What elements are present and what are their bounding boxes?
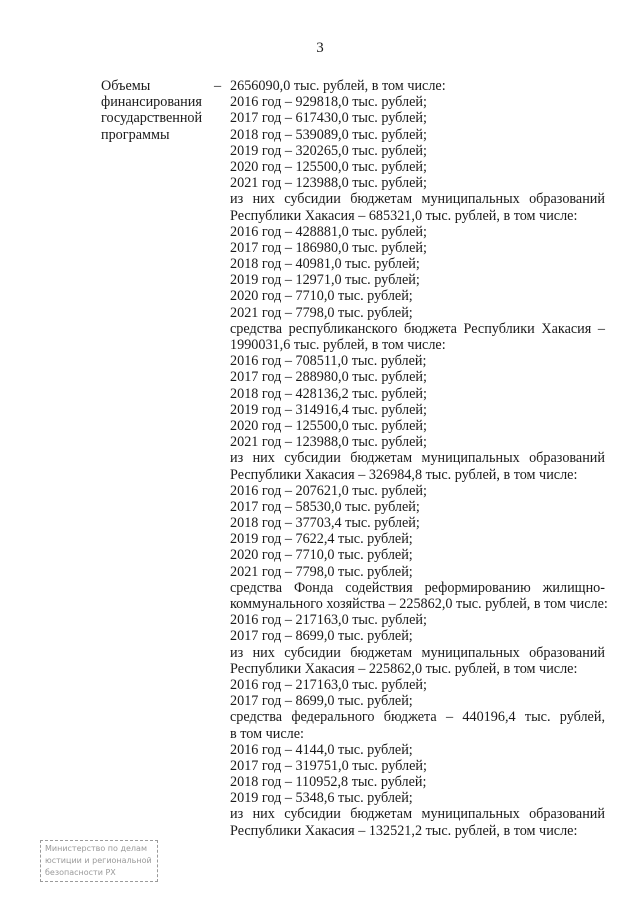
financing-line: 2020 год – 125500,0 тыс. рублей; — [230, 158, 427, 175]
financing-line: Республики Хакасия – 225862,0 тыс. рублей, в том числе: — [230, 660, 578, 677]
financing-line: средства Фонда содействия реформированию жилищно- — [230, 579, 605, 596]
financing-line: 2017 год – 319751,0 тыс. рублей; — [230, 757, 427, 774]
financing-line: 2016 год – 217163,0 тыс. рублей; — [230, 612, 427, 629]
financing-line: 2020 год – 125500,0 тыс. рублей; — [230, 417, 427, 434]
financing-line: Республики Хакасия – 685321,0 тыс. рублей, в том числе: — [230, 207, 578, 224]
financing-line: из них субсидии бюджетам муниципальных образований — [230, 806, 605, 823]
financing-label — [101, 78, 213, 143]
financing-line: 2020 год – 7710,0 тыс. рублей; — [230, 288, 413, 305]
financing-line: из них субсидии бюджетам муниципальных образований — [230, 191, 605, 208]
financing-line: 2017 год – 8699,0 тыс. рублей; — [230, 693, 413, 710]
financing-line: средства республиканского бюджета Республики Хакасия – — [230, 320, 605, 337]
financing-line: 2019 год – 5348,6 тыс. рублей; — [230, 790, 413, 807]
financing-line: Республики Хакасия – 132521,2 тыс. рублей, в том числе: — [230, 822, 578, 839]
stamp-line: безопасности РХ — [45, 868, 116, 877]
financing-line: 2021 год – 123988,0 тыс. рублей; — [230, 175, 427, 192]
financing-line: коммунального хозяйства – 225862,0 тыс. рублей, в том числе: — [230, 596, 608, 612]
financing-label-line: государственной — [101, 110, 203, 127]
financing-line: 2019 год – 320265,0 тыс. рублей; — [230, 142, 427, 159]
financing-line: из них субсидии бюджетам муниципальных образований — [230, 644, 605, 661]
financing-line: 2020 год – 7710,0 тыс. рублей; — [230, 547, 413, 564]
financing-line: 2016 год – 428881,0 тыс. рублей; — [230, 223, 427, 240]
stamp-line: юстиции и региональной — [45, 856, 152, 865]
financing-line: из них субсидии бюджетам муниципальных образований — [230, 450, 605, 467]
financing-line: 2016 год – 217163,0 тыс. рублей; — [230, 676, 427, 693]
financing-line: 2018 год – 40981,0 тыс. рублей; — [230, 256, 420, 273]
financing-line: 1990031,6 тыс. рублей, в том числе: — [230, 337, 446, 353]
page-number: 3 — [316, 40, 324, 56]
financing-line: 2018 год – 37703,4 тыс. рублей; — [230, 515, 420, 532]
financing-line: 2019 год – 12971,0 тыс. рублей; — [230, 272, 420, 289]
financing-line: 2019 год – 314916,4 тыс. рублей; — [230, 401, 427, 418]
financing-line: 2017 год – 58530,0 тыс. рублей; — [230, 498, 420, 515]
stamp-line: Министерство по делам — [45, 844, 147, 853]
financing-line: 2018 год – 539089,0 тыс. рублей; — [230, 126, 427, 143]
separator-dash: – — [214, 78, 222, 94]
registration-stamp — [40, 840, 158, 882]
financing-line: 2021 год – 7798,0 тыс. рублей; — [230, 563, 413, 580]
financing-line: 2016 год – 4144,0 тыс. рублей; — [230, 741, 413, 758]
financing-line: 2656090,0 тыс. рублей, в том числе: — [230, 78, 446, 94]
financing-line: 2017 год – 186980,0 тыс. рублей; — [230, 239, 427, 256]
financing-details — [230, 78, 608, 839]
financing-line: средства федерального бюджета – 440196,4 тыс. рублей, — [230, 709, 605, 726]
financing-label-line: финансирования — [101, 94, 202, 111]
financing-label-line: программы — [101, 126, 170, 143]
financing-line: 2016 год – 929818,0 тыс. рублей; — [230, 94, 427, 111]
financing-line: 2016 год – 207621,0 тыс. рублей; — [230, 482, 427, 499]
financing-line: 2021 год – 7798,0 тыс. рублей; — [230, 304, 413, 321]
financing-label-line: Объемы — [101, 78, 151, 94]
financing-line: 2019 год – 7622,4 тыс. рублей; — [230, 531, 413, 548]
financing-line: 2018 год – 428136,2 тыс. рублей; — [230, 385, 427, 402]
financing-line: 2017 год – 288980,0 тыс. рублей; — [230, 369, 427, 386]
financing-line: 2016 год – 708511,0 тыс. рублей; — [230, 353, 427, 370]
financing-line: в том числе: — [230, 725, 304, 742]
financing-line: 2018 год – 110952,8 тыс. рублей; — [230, 774, 427, 791]
financing-line: 2021 год – 123988,0 тыс. рублей; — [230, 434, 427, 451]
financing-line: 2017 год – 8699,0 тыс. рублей; — [230, 628, 413, 645]
financing-line: Республики Хакасия – 326984,8 тыс. рублей, в том числе: — [230, 466, 578, 483]
financing-line: 2017 год – 617430,0 тыс. рублей; — [230, 110, 427, 127]
